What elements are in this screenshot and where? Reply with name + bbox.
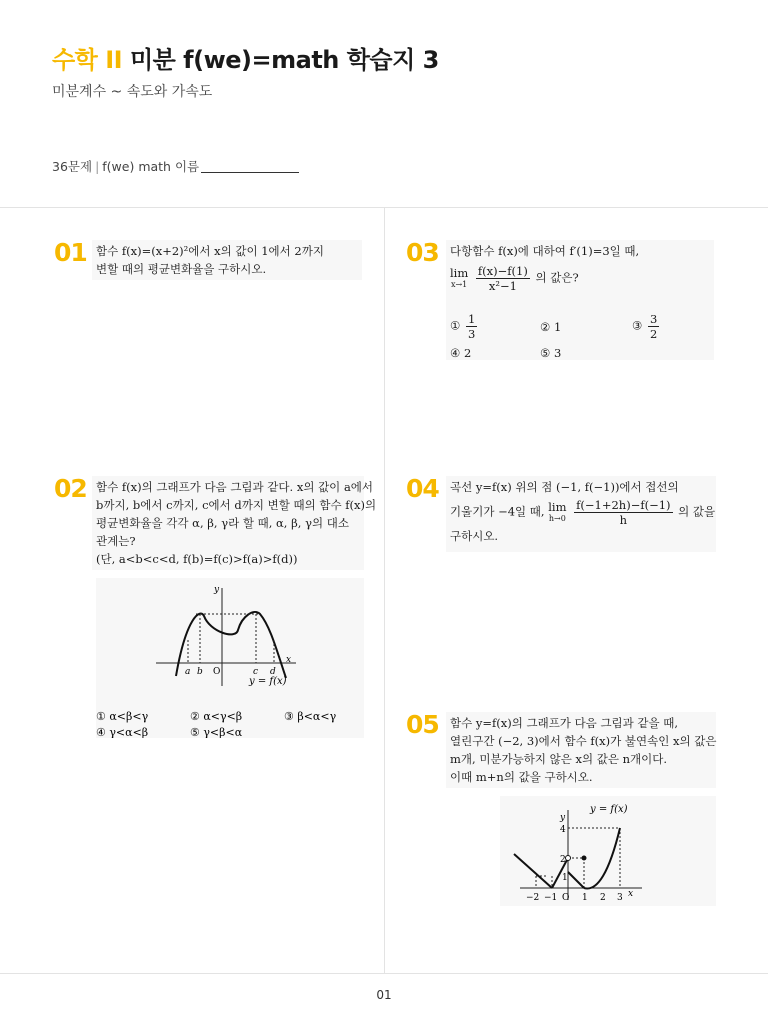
choice-mark: ④ bbox=[450, 346, 461, 360]
question-number-05: 05 bbox=[406, 710, 439, 739]
question-number-04: 04 bbox=[406, 474, 439, 503]
choice-fraction bbox=[648, 312, 659, 341]
curve-parabola bbox=[584, 828, 620, 889]
question-03-line-1: 다항함수 f(x)에 대하여 f′(1)=3일 때, bbox=[450, 244, 640, 258]
y-tick-2: 2 bbox=[560, 855, 566, 865]
choice-mark: ⑤ bbox=[540, 346, 551, 360]
question-03-fraction bbox=[476, 264, 530, 293]
lim-subscript: x→1 bbox=[450, 279, 468, 289]
tick-d: d bbox=[270, 667, 276, 677]
tick-a: a bbox=[185, 667, 191, 677]
choice-03-1[interactable] bbox=[450, 312, 479, 341]
question-05-figure bbox=[500, 796, 716, 906]
question-05-line-3: m개, 미분가능하지 않은 x의 값은 n개이다. bbox=[450, 752, 668, 766]
lim-label: lim bbox=[548, 499, 567, 514]
question-05-line-1: 함수 y=f(x)의 그래프가 다음 그림과 같을 때, bbox=[450, 716, 679, 730]
x-tick-2: 2 bbox=[600, 893, 606, 903]
question-01-text bbox=[92, 240, 362, 280]
x-tick-1: 1 bbox=[582, 893, 588, 903]
fraction-denominator: 2 bbox=[649, 327, 658, 341]
choice-mark: ① bbox=[450, 318, 461, 333]
question-number-01: 01 bbox=[54, 238, 87, 267]
column-divider bbox=[384, 207, 385, 973]
question-04-line-2-pre: 기울기가 −4일 때, bbox=[450, 504, 545, 519]
fraction-denominator: 3 bbox=[467, 327, 476, 341]
question-04-text bbox=[446, 476, 716, 552]
question-04-line-2 bbox=[450, 498, 716, 527]
question-02-line-3: 평균변화율을 각각 α, β, γ라 할 때, α, β, γ의 대소 bbox=[96, 516, 349, 530]
question-05-line-2: 열린구간 (−2, 3)에서 함수 f(x)가 불연속인 x의 값은 bbox=[450, 734, 717, 748]
question-count: 36문제 bbox=[52, 159, 93, 174]
fraction-numerator: 1 bbox=[467, 312, 476, 326]
choice-02-3[interactable]: ③ β<α<γ bbox=[284, 710, 337, 723]
title-rest: 미분 f(we)=math 학습지 3 bbox=[122, 46, 439, 74]
question-04-limit bbox=[548, 501, 566, 525]
choice-02-2[interactable]: ② α<γ<β bbox=[190, 710, 243, 723]
choice-02-4[interactable]: ④ γ<α<β bbox=[96, 726, 149, 738]
question-01-line-1: 함수 f(x)=(x+2)²에서 x의 값이 1에서 2까지 bbox=[96, 244, 324, 258]
title-accent: 수학 II bbox=[52, 46, 123, 74]
x-tick-m1: −1 bbox=[544, 893, 558, 903]
question-02-figure bbox=[96, 578, 364, 738]
name-label: 이름 bbox=[174, 159, 200, 174]
lim-subscript: h→0 bbox=[548, 513, 566, 523]
fraction-numerator: 3 bbox=[649, 312, 658, 326]
fraction-denominator: h bbox=[619, 513, 628, 527]
graph-caption: y = f(x) bbox=[590, 804, 628, 815]
choice-03-3[interactable] bbox=[632, 312, 661, 341]
lim-label: lim bbox=[450, 265, 469, 280]
choice-03-5[interactable] bbox=[540, 346, 561, 360]
question-04-line-3: 구하시오. bbox=[450, 529, 499, 543]
question-03-tail: 의 값은? bbox=[535, 270, 579, 285]
curve-drop-segment bbox=[568, 872, 584, 888]
fraction-numerator: f(x)−f(1) bbox=[477, 264, 528, 278]
fraction-numerator: f(−1+2h)−f(−1) bbox=[576, 498, 671, 512]
fraction-denominator: x²−1 bbox=[488, 279, 517, 293]
question-04-line-2-post: 의 값을 bbox=[678, 504, 716, 519]
choice-value: 3 bbox=[553, 346, 562, 360]
question-03-line-2 bbox=[450, 264, 710, 293]
tick-b: b bbox=[197, 667, 203, 677]
question-number-03: 03 bbox=[406, 238, 439, 267]
question-02-text bbox=[92, 476, 377, 570]
x-tick-3: 3 bbox=[617, 893, 623, 903]
choice-03-2[interactable] bbox=[540, 320, 561, 334]
question-05-line-4: 이때 m+n의 값을 구하시오. bbox=[450, 770, 593, 784]
question-05-text bbox=[446, 712, 716, 788]
page-title bbox=[52, 40, 439, 75]
graph-caption: y = f(x) bbox=[249, 676, 287, 687]
y-tick-1: 1 bbox=[562, 873, 568, 883]
choice-02-5[interactable]: ⑤ γ<β<α bbox=[190, 726, 243, 738]
meta-line bbox=[52, 157, 299, 175]
x-axis-label: x bbox=[628, 889, 634, 899]
question-04-line-1: 곡선 y=f(x) 위의 점 (−1, f(−1))에서 접선의 bbox=[450, 480, 679, 494]
choice-value: 2 bbox=[463, 346, 472, 360]
open-point bbox=[566, 856, 571, 861]
bottom-divider bbox=[0, 973, 768, 974]
question-02-line-1: 함수 f(x)의 그래프가 다음 그림과 같다. x의 값이 a에서 bbox=[96, 480, 374, 494]
choice-03-4[interactable] bbox=[450, 346, 471, 360]
meta-separator: | bbox=[95, 159, 100, 174]
y-axis-label: y bbox=[560, 813, 566, 823]
question-01-line-2: 변할 때의 평균변화율을 구하시오. bbox=[96, 262, 267, 276]
question-02-line-4: 관계는? bbox=[96, 534, 136, 548]
x-tick-m2: −2 bbox=[526, 893, 540, 903]
y-axis-label: y bbox=[214, 585, 220, 595]
y-tick-4: 4 bbox=[560, 825, 566, 835]
question-02-graph bbox=[96, 578, 364, 738]
choice-fraction bbox=[466, 312, 477, 341]
question-05-graph bbox=[500, 796, 716, 906]
choice-value: 1 bbox=[553, 320, 562, 334]
page-subtitle: 미분계수 ~ 속도와 가속도 bbox=[52, 84, 213, 100]
x-tick-origin: O bbox=[562, 893, 570, 903]
question-03-limit bbox=[450, 267, 468, 291]
choice-mark: ③ bbox=[632, 318, 643, 333]
choice-mark: ② bbox=[540, 320, 551, 334]
question-03-choices bbox=[450, 312, 710, 362]
brand-label: f(we) math bbox=[102, 159, 171, 174]
curve-left-segment bbox=[514, 854, 552, 888]
choice-02-1[interactable]: ① α<β<γ bbox=[96, 710, 149, 723]
question-02-line-5: (단, a<b<c<d, f(b)=f(c)>f(a)>f(d)) bbox=[96, 552, 298, 566]
question-04-fraction bbox=[574, 498, 672, 527]
page-number: 01 bbox=[376, 988, 392, 1002]
name-field-line[interactable] bbox=[201, 160, 299, 173]
closed-point bbox=[582, 856, 587, 861]
question-02-line-2: b까지, b에서 c까지, c에서 d까지 변할 때의 함수 f(x)의 bbox=[96, 498, 377, 512]
question-number-02: 02 bbox=[54, 474, 87, 503]
tick-c: c bbox=[253, 667, 259, 677]
tick-origin: O bbox=[213, 667, 221, 677]
x-axis-label: x bbox=[286, 655, 292, 665]
